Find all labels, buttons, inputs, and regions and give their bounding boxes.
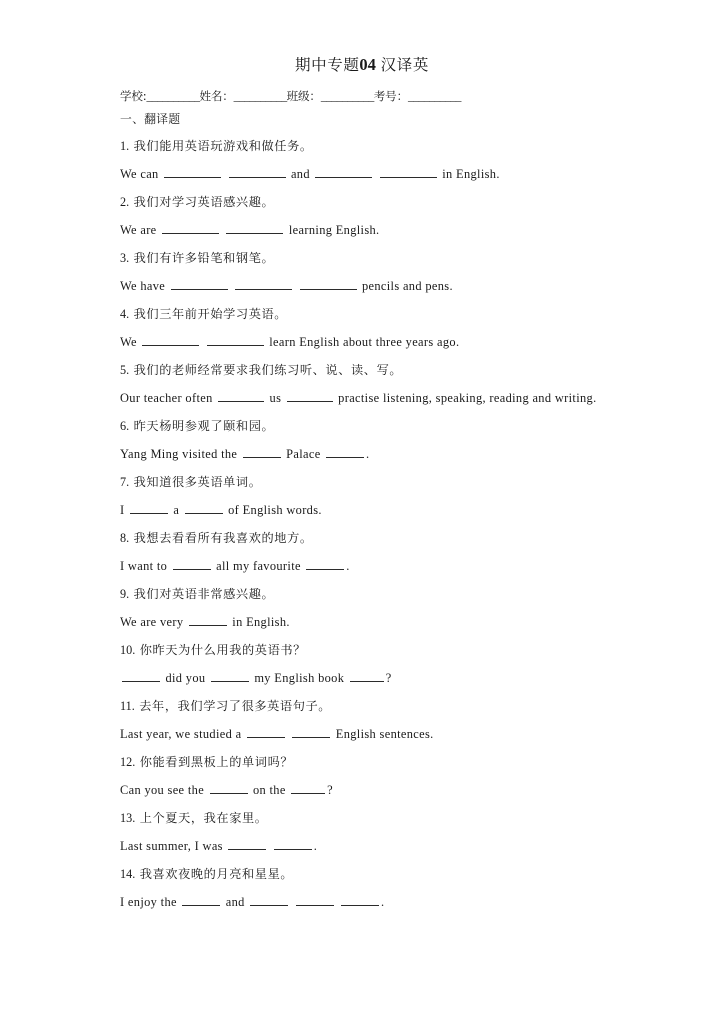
answer-blank-9-1[interactable] <box>189 615 227 626</box>
answer-blank-2-1[interactable] <box>162 223 219 234</box>
question-chinese-8: 我想去看看所有我喜欢的地方。 <box>129 531 313 545</box>
question-chinese-7: 我知道很多英语单词。 <box>129 475 262 489</box>
question-answer-line-12 <box>120 776 608 804</box>
answer-text-8-3: . <box>346 559 350 573</box>
question-prompt-5 <box>120 356 608 384</box>
answer-text-11-3: English sentences. <box>332 727 434 741</box>
answer-blank-3-1[interactable] <box>171 279 228 290</box>
answer-text-7-1: I <box>120 503 128 517</box>
question-number-7: 7. <box>120 475 130 489</box>
question-prompt-8 <box>120 524 608 552</box>
answer-text-1-3: and <box>287 167 314 181</box>
question-prompt-14 <box>120 860 608 888</box>
answer-blank-8-2[interactable] <box>306 559 344 570</box>
answer-text-1-2 <box>223 167 226 181</box>
question-chinese-14: 我喜欢夜晚的月亮和星星。 <box>135 867 294 881</box>
question-prompt-12 <box>120 748 608 776</box>
answer-text-11-2 <box>287 727 290 741</box>
question-chinese-4: 我们三年前开始学习英语。 <box>129 307 288 321</box>
header-field-label-3: 班级： <box>286 89 321 103</box>
question-prompt-2 <box>120 188 608 216</box>
question-answer-line-2 <box>120 216 608 244</box>
question-answer-line-4 <box>120 328 608 356</box>
answer-text-1-5: in English. <box>438 167 500 181</box>
question-chinese-1: 我们能用英语玩游戏和做任务。 <box>129 139 313 153</box>
question-chinese-5: 我们的老师经常要求我们练习听、说、读、写。 <box>129 363 403 377</box>
question-number-3: 3. <box>120 251 130 265</box>
answer-text-14-5: . <box>381 895 385 909</box>
question-prompt-3 <box>120 244 608 272</box>
question-prompt-1 <box>120 132 608 160</box>
question-chinese-12: 你能看到黑板上的单词吗？ <box>135 755 294 769</box>
answer-blank-1-3[interactable] <box>315 167 372 178</box>
answer-text-4-2 <box>201 335 204 349</box>
answer-text-10-3: my English book <box>250 671 348 685</box>
answer-blank-7-1[interactable] <box>130 503 168 514</box>
question-number-10: 10. <box>120 643 136 657</box>
answer-blank-2-2[interactable] <box>226 223 283 234</box>
answer-text-8-2: all my favourite <box>212 559 305 573</box>
answer-text-5-3: practise listening, speaking, reading and writing. <box>334 391 597 405</box>
question-list <box>120 132 608 916</box>
title-prefix: 期中专题 <box>295 56 360 74</box>
question-answer-line-6 <box>120 440 608 468</box>
question-chinese-6: 昨天杨明参观了颐和园。 <box>129 419 275 433</box>
answer-text-12-1: Can you see the <box>120 783 208 797</box>
question-prompt-13 <box>120 804 608 832</box>
answer-text-14-3 <box>290 895 293 909</box>
answer-blank-14-2[interactable] <box>250 895 288 906</box>
question-chinese-13: 上个夏天，我在家里。 <box>135 811 268 825</box>
question-number-9: 9. <box>120 587 130 601</box>
answer-text-13-3: . <box>313 839 318 853</box>
question-number-2: 2. <box>120 195 130 209</box>
answer-text-4-3: learn English about three years ago. <box>265 335 460 349</box>
question-number-14: 14. <box>120 867 136 881</box>
question-chinese-10: 你昨天为什么用我的英语书？ <box>135 643 306 657</box>
answer-blank-10-3[interactable] <box>350 671 384 682</box>
header-field-rule-1: __________ <box>146 90 200 103</box>
answer-text-12-3: ? <box>327 783 333 797</box>
answer-text-12-2: on the <box>249 783 290 797</box>
answer-blank-10-1[interactable] <box>122 671 160 682</box>
question-answer-line-9 <box>120 608 608 636</box>
answer-blank-7-2[interactable] <box>185 503 223 514</box>
section-heading: 一、翻译题 <box>120 112 181 126</box>
header-field-rule-3: __________ <box>320 90 374 103</box>
answer-text-3-4: pencils and pens. <box>358 279 453 293</box>
answer-blank-1-2[interactable] <box>229 167 286 178</box>
question-answer-line-14 <box>120 888 608 916</box>
answer-blank-13-2[interactable] <box>274 839 312 850</box>
answer-blank-1-1[interactable] <box>164 167 221 178</box>
answer-blank-4-1[interactable] <box>142 335 199 346</box>
answer-blank-12-2[interactable] <box>291 783 325 794</box>
answer-text-3-2 <box>230 279 233 293</box>
question-answer-line-11 <box>120 720 608 748</box>
question-answer-line-8 <box>120 552 608 580</box>
exam-header-fields <box>120 86 608 106</box>
answer-text-3-3 <box>294 279 297 293</box>
question-answer-line-1 <box>120 160 608 188</box>
question-chinese-11: 去年，我们学习了很多英语句子。 <box>134 699 332 713</box>
question-chinese-9: 我们对英语非常感兴趣。 <box>129 587 275 601</box>
answer-blank-1-4[interactable] <box>380 167 437 178</box>
answer-text-6-2: Palace <box>282 447 325 461</box>
answer-text-7-2: a <box>169 503 183 517</box>
answer-blank-5-1[interactable] <box>218 391 264 402</box>
answer-text-3-1: We have <box>120 279 169 293</box>
question-number-11: 11. <box>120 699 135 713</box>
answer-blank-13-1[interactable] <box>228 839 266 850</box>
answer-text-9-2: in English. <box>228 615 290 629</box>
answer-text-9-1: We are very <box>120 615 187 629</box>
question-number-1: 1. <box>120 139 130 153</box>
answer-text-2-3: learning English. <box>285 223 380 237</box>
question-number-13: 13. <box>120 811 136 825</box>
answer-blank-6-1[interactable] <box>243 447 281 458</box>
question-number-5: 5. <box>120 363 130 377</box>
question-prompt-9 <box>120 580 608 608</box>
answer-text-1-4 <box>374 167 377 181</box>
header-field-rule-4: __________ <box>407 90 461 103</box>
answer-blank-11-1[interactable] <box>247 727 285 738</box>
question-prompt-7 <box>120 468 608 496</box>
header-field-rule-2: __________ <box>233 90 287 103</box>
answer-text-13-2 <box>268 839 271 853</box>
answer-text-1-1: We can <box>120 167 163 181</box>
question-answer-line-5 <box>120 384 606 412</box>
question-number-4: 4. <box>120 307 130 321</box>
question-number-8: 8. <box>120 531 130 545</box>
answer-text-6-3: . <box>366 447 370 461</box>
question-chinese-3: 我们有许多铅笔和钢笔。 <box>129 251 275 265</box>
answer-blank-14-1[interactable] <box>182 895 220 906</box>
answer-blank-14-3[interactable] <box>296 895 334 906</box>
answer-text-10-4: ? <box>385 671 392 685</box>
answer-text-4-1: We <box>120 335 141 349</box>
header-field-label-2: 姓名： <box>199 89 234 103</box>
question-prompt-6 <box>120 412 608 440</box>
question-answer-line-7 <box>120 496 608 524</box>
answer-blank-12-1[interactable] <box>210 783 248 794</box>
title-suffix: 汉译英 <box>380 56 429 74</box>
answer-blank-4-2[interactable] <box>207 335 264 346</box>
answer-text-5-1: Our teacher often <box>120 391 217 405</box>
document-body <box>120 86 608 916</box>
question-answer-line-13 <box>120 832 608 860</box>
page-title <box>0 57 724 74</box>
answer-text-7-3: of English words. <box>224 503 322 517</box>
answer-text-2-2 <box>221 223 224 237</box>
question-answer-line-10 <box>120 664 608 692</box>
answer-text-2-1: We are <box>120 223 160 237</box>
answer-text-6-1: Yang Ming visited the <box>120 447 241 461</box>
question-prompt-10 <box>120 636 608 664</box>
answer-blank-5-2[interactable] <box>287 391 333 402</box>
answer-text-13-1: Last summer, I was <box>120 839 227 853</box>
question-number-12: 12. <box>120 755 136 769</box>
answer-text-8-1: I want to <box>120 559 171 573</box>
answer-blank-8-1[interactable] <box>173 559 211 570</box>
answer-blank-3-3[interactable] <box>300 279 357 290</box>
question-prompt-11 <box>120 692 608 720</box>
answer-text-11-1: Last year, we studied a <box>120 727 245 741</box>
question-number-6: 6. <box>120 419 130 433</box>
answer-text-10-2: did you <box>162 671 209 685</box>
question-answer-line-3 <box>120 272 608 300</box>
answer-text-14-1: I enjoy the <box>120 895 181 909</box>
header-field-label-4: 考号： <box>373 89 408 103</box>
answer-blank-3-2[interactable] <box>235 279 292 290</box>
header-field-label-1: 学校: <box>120 89 147 103</box>
title-number: 04 <box>359 55 376 74</box>
answer-text-5-2: us <box>266 391 285 405</box>
answer-blank-10-2[interactable] <box>211 671 249 682</box>
question-chinese-2: 我们对学习英语感兴趣。 <box>129 195 275 209</box>
answer-blank-14-4[interactable] <box>341 895 379 906</box>
question-prompt-4 <box>120 300 608 328</box>
answer-text-14-2: and <box>222 895 249 909</box>
answer-blank-6-2[interactable] <box>326 447 364 458</box>
answer-text-14-4 <box>336 895 339 909</box>
answer-blank-11-2[interactable] <box>292 727 330 738</box>
